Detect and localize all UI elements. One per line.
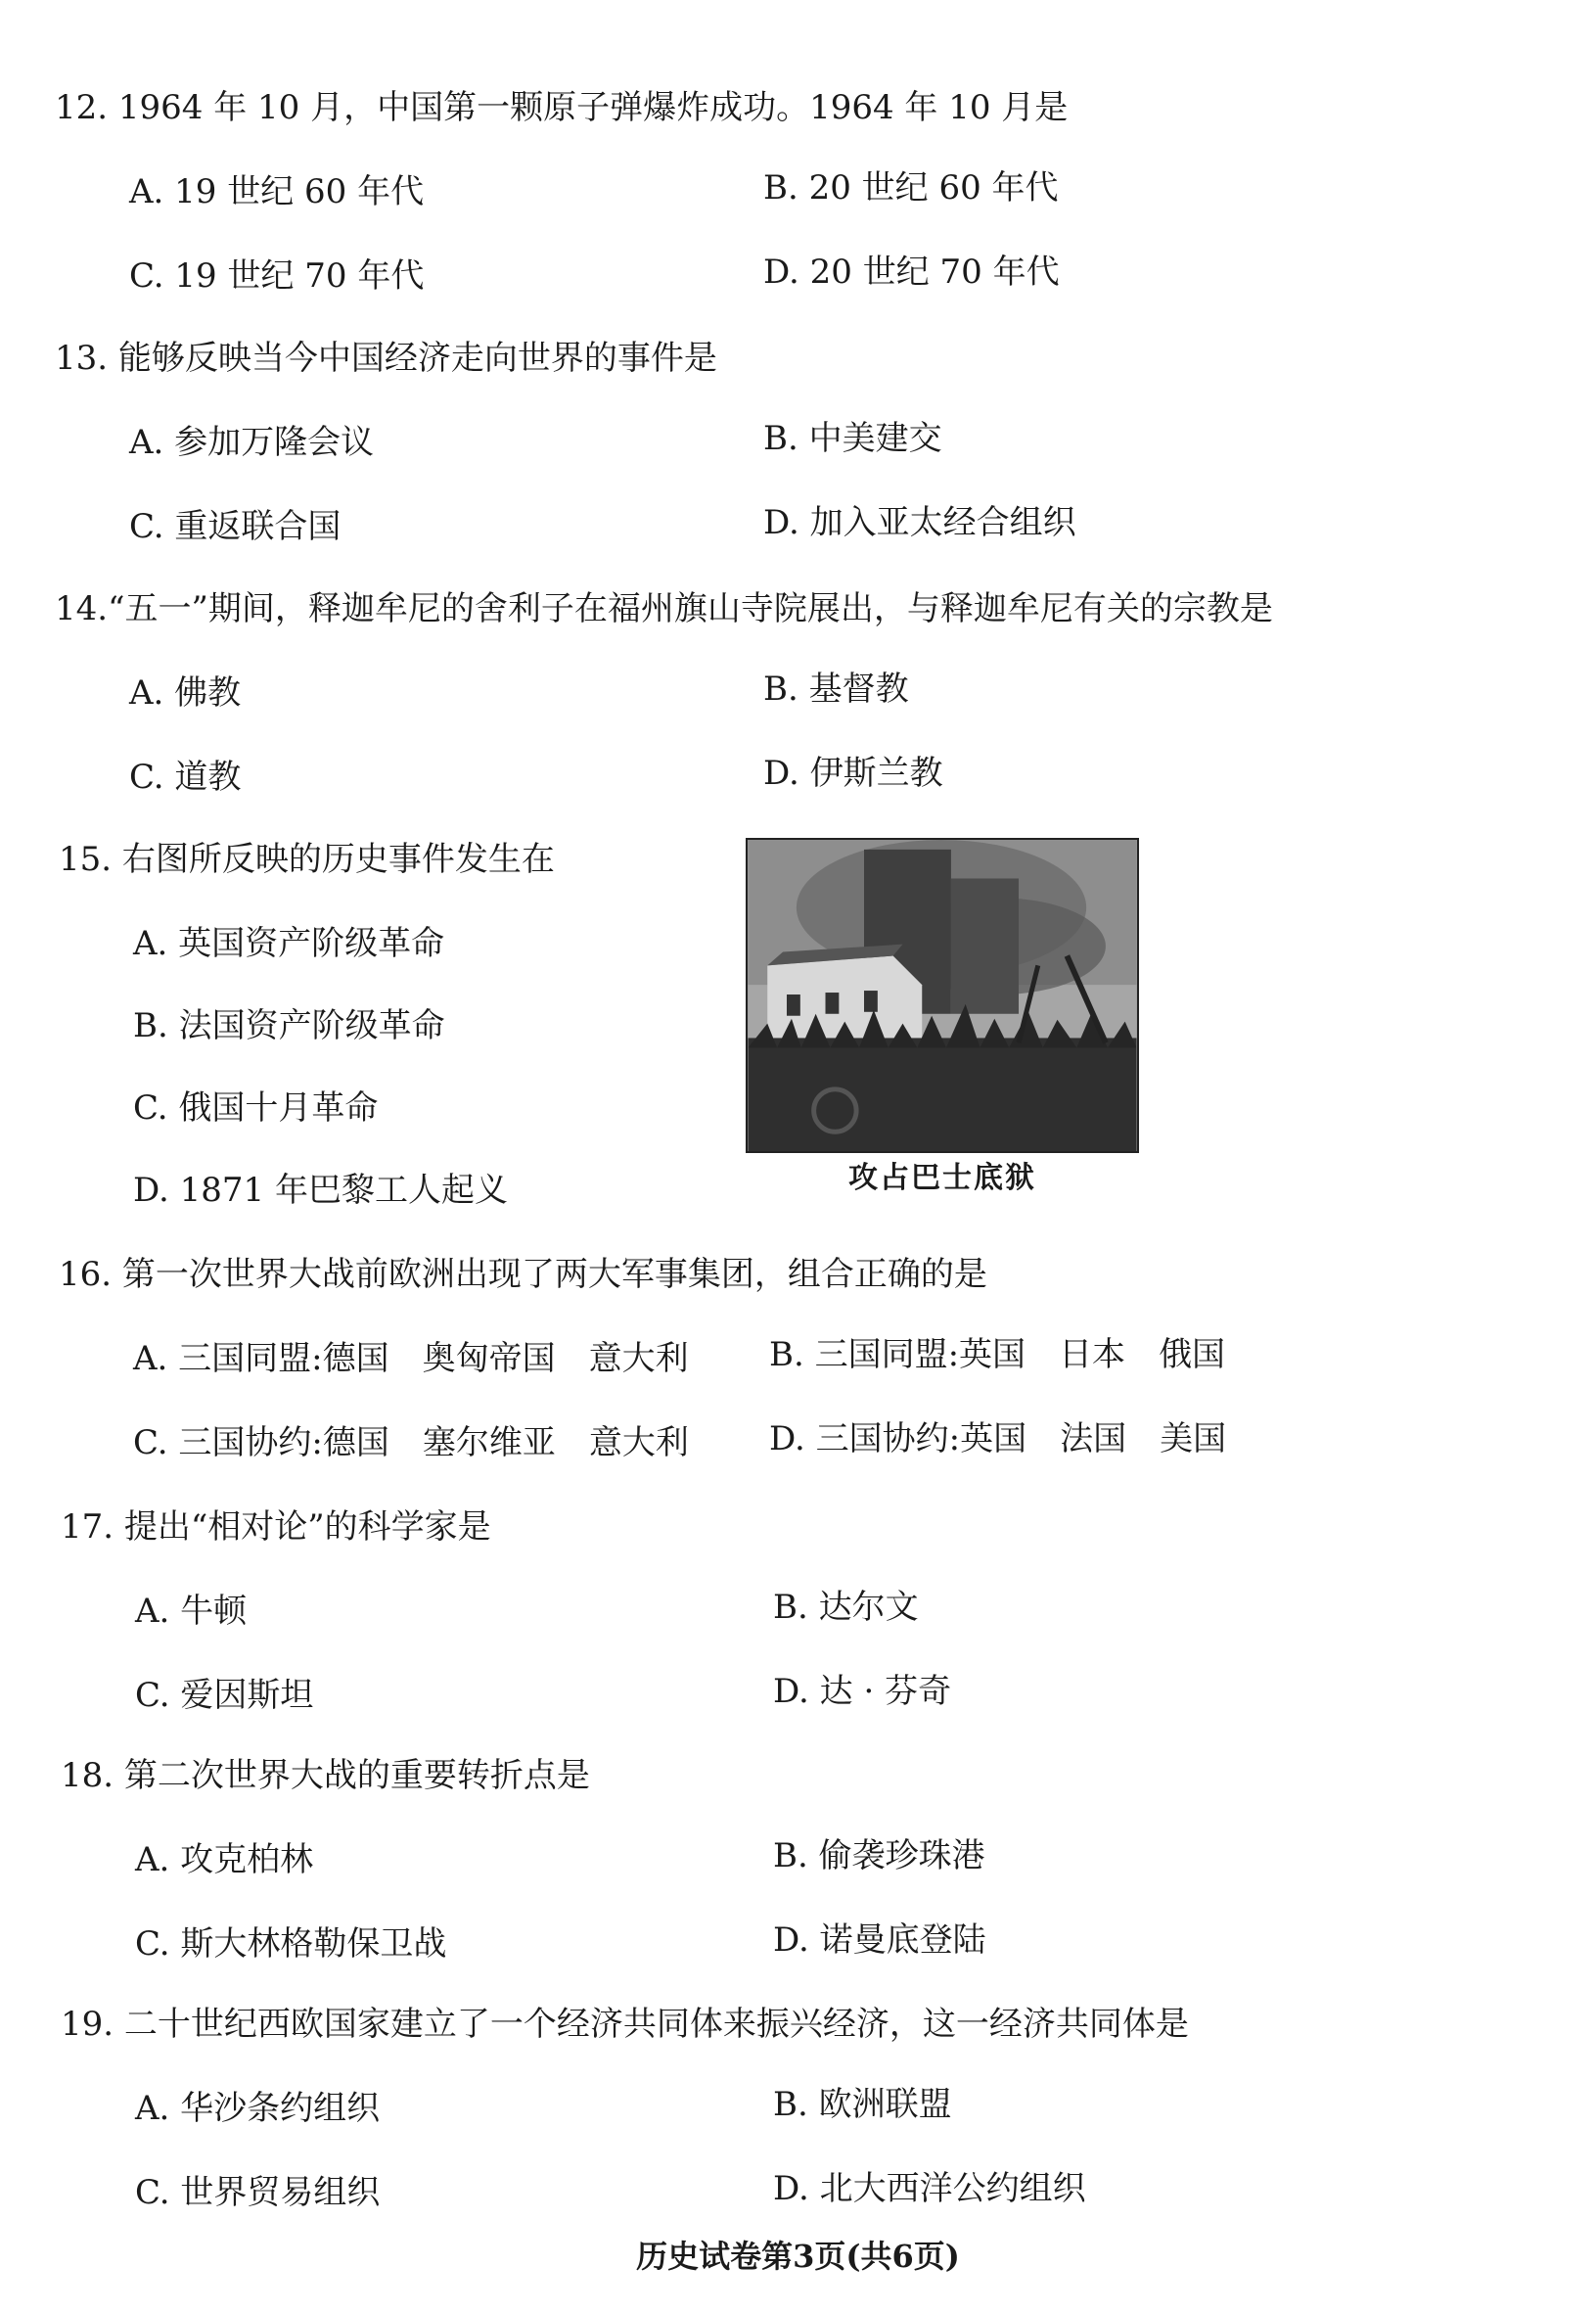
question-17-option-c: C. 爱因斯坦	[135, 1676, 314, 1715]
question-19-option-b: B. 欧洲联盟	[773, 2085, 952, 2124]
question-16-option-b-item: 日本	[1059, 1335, 1126, 1374]
question-14-option-c: C. 道教	[129, 758, 242, 797]
question-12-stem: 12. 1964 年 10 月，中国第一颗原子弹爆炸成功。1964 年 10 月是	[55, 88, 1069, 127]
question-17-stem: 17. 提出“相对论”的科学家是	[61, 1507, 491, 1547]
question-13-option-a: A. 参加万隆会议	[129, 423, 375, 462]
question-16-option-d-prefix: D. 三国协约:英国	[769, 1419, 1027, 1458]
question-18-option-c: C. 斯大林格勒保卫战	[135, 1924, 447, 1964]
question-16-option-a-item: 奥匈帝国	[422, 1339, 556, 1378]
figure-caption: 攻占巴士底狱	[848, 1161, 1036, 1195]
question-15-option-c: C. 俄国十月革命	[133, 1088, 379, 1128]
question-18-option-d: D. 诺曼底登陆	[773, 1920, 986, 1960]
question-16-stem: 16. 第一次世界大战前欧洲出现了两大军事集团，组合正确的是	[59, 1255, 987, 1294]
page-footer: 历史试卷第3页(共6页)	[636, 2238, 960, 2275]
question-17-option-d: D. 达 · 芬奇	[773, 1672, 952, 1711]
question-19-option-c: C. 世界贸易组织	[135, 2173, 381, 2212]
question-15-stem: 15. 右图所反映的历史事件发生在	[59, 840, 555, 879]
question-16-option-a	[133, 1337, 689, 1380]
question-19-option-d: D. 北大西洋公约组织	[773, 2169, 1086, 2208]
question-14-option-d: D. 伊斯兰教	[763, 754, 943, 793]
question-13-stem: 13. 能够反映当今中国经济走向世界的事件是	[55, 339, 717, 378]
question-18-stem: 18. 第二次世界大战的重要转折点是	[61, 1756, 590, 1795]
question-19-option-a: A. 华沙条约组织	[135, 2089, 381, 2128]
question-18-option-a: A. 攻克柏林	[135, 1840, 314, 1879]
question-16-option-c-prefix: C. 三国协约:德国	[133, 1423, 389, 1462]
storming-of-bastille-figure	[746, 838, 1139, 1198]
question-16-option-c-item: 意大利	[588, 1423, 689, 1462]
question-15-option-a: A. 英国资产阶级革命	[133, 924, 445, 963]
question-13-option-c: C. 重返联合国	[129, 507, 342, 546]
question-16-option-b-item: 俄国	[1159, 1335, 1226, 1374]
question-16-option-c-item: 塞尔维亚	[422, 1423, 556, 1462]
question-16-option-d	[769, 1417, 1226, 1460]
question-12-option-d: D. 20 世纪 70 年代	[763, 253, 1060, 292]
question-12-option-b: B. 20 世纪 60 年代	[763, 168, 1059, 208]
question-14-option-a: A. 佛教	[129, 673, 242, 713]
question-16-option-d-item: 美国	[1160, 1419, 1227, 1458]
question-17-option-b: B. 达尔文	[773, 1588, 919, 1627]
question-16-option-b	[769, 1333, 1225, 1376]
question-13-option-b: B. 中美建交	[763, 419, 942, 458]
question-15-option-d: D. 1871 年巴黎工人起义	[133, 1171, 508, 1210]
bastille-illustration	[746, 838, 1139, 1153]
question-18-option-b: B. 偷袭珍珠港	[773, 1836, 985, 1875]
question-19-stem: 19. 二十世纪西欧国家建立了一个经济共同体来振兴经济，这一经济共同体是	[61, 2005, 1189, 2044]
question-13-option-d: D. 加入亚太经合组织	[763, 503, 1076, 542]
question-16-option-a-prefix: A. 三国同盟:德国	[133, 1339, 389, 1378]
question-12-option-a: A. 19 世纪 60 年代	[129, 172, 425, 211]
question-14-stem: 14.“五一”期间，释迦牟尼的舍利子在福州旗山寺院展出，与释迦牟尼有关的宗教是	[55, 589, 1273, 628]
question-16-option-b-prefix: B. 三国同盟:英国	[769, 1335, 1026, 1374]
question-16-option-d-item: 法国	[1060, 1419, 1127, 1458]
question-16-option-c	[133, 1421, 689, 1464]
question-15-option-b: B. 法国资产阶级革命	[133, 1006, 445, 1045]
question-16-option-a-item: 意大利	[588, 1339, 689, 1378]
question-12-option-c: C. 19 世纪 70 年代	[129, 256, 425, 296]
question-17-option-a: A. 牛顿	[135, 1592, 248, 1631]
question-14-option-b: B. 基督教	[763, 670, 909, 709]
